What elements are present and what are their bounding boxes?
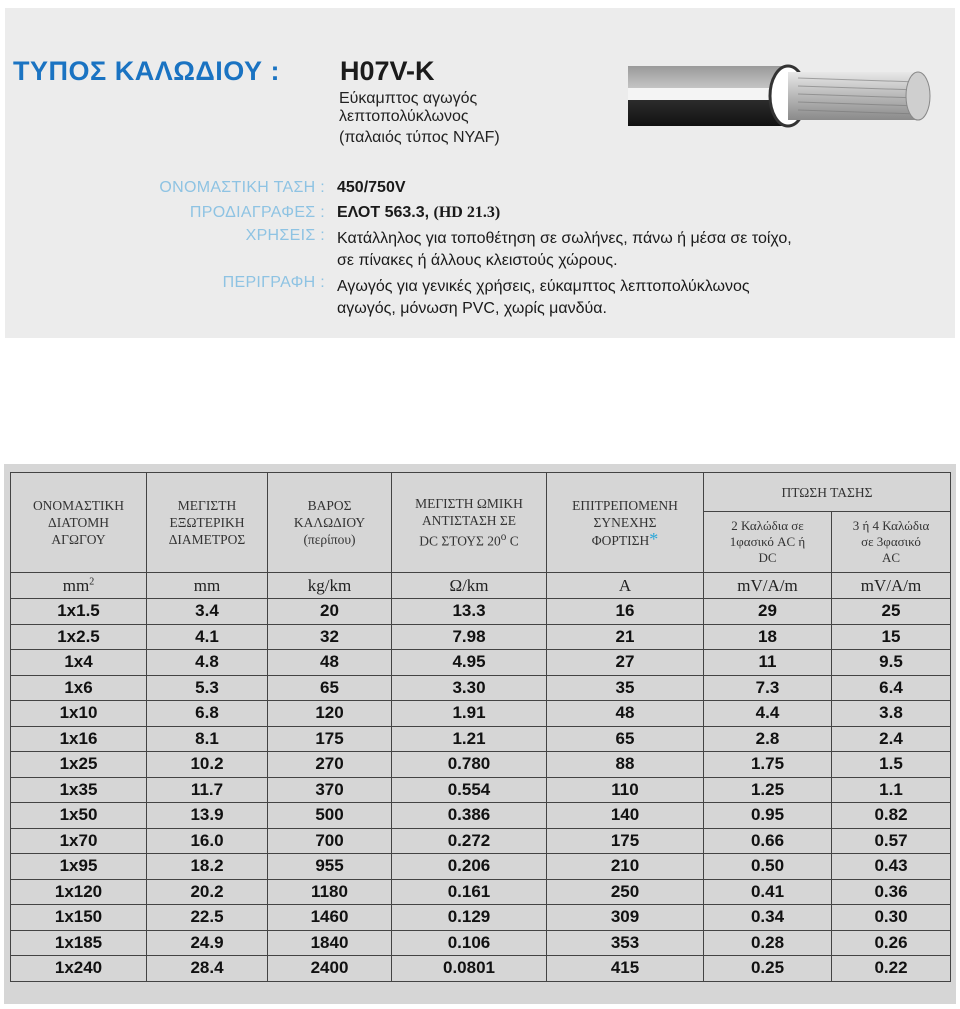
table-cell: 0.206 <box>392 854 547 880</box>
table-cell: 0.57 <box>832 828 951 854</box>
table-row <box>11 701 951 727</box>
table-row <box>11 803 951 829</box>
table-cell: 1x16 <box>11 726 147 752</box>
table-cell: 0.66 <box>704 828 832 854</box>
asterisk-icon: * <box>649 528 659 549</box>
table-cell: 65 <box>268 675 392 701</box>
table-cell: 110 <box>547 777 704 803</box>
table-cell: 0.34 <box>704 905 832 931</box>
desc-line-1: Εύκαμπτος αγωγός <box>339 90 478 107</box>
standards-value <box>337 204 500 222</box>
unit-mvam-1: mV/A/m <box>704 573 832 599</box>
table-cell: 175 <box>547 828 704 854</box>
voltage-label: ΟΝΟΜΑΣΤΙΚΗ ΤΑΣΗ : <box>159 179 325 196</box>
header-single-phase: 2 Καλώδια σε 1φασικό AC ή DC <box>704 512 832 573</box>
table-cell: 4.4 <box>704 701 832 727</box>
standards-label: ΠΡΟΔΙΑΓΡΑΦΕΣ : <box>189 204 325 221</box>
table-cell: 20.2 <box>147 879 268 905</box>
table-cell: 1.5 <box>832 752 951 778</box>
table-cell: 1x70 <box>11 828 147 854</box>
header-cross-section: ΟΝΟΜΑΣΤΙΚΗ ΔΙΑΤΟΜΗ ΑΓΩΓΟΥ <box>11 473 147 573</box>
table-cell: 0.50 <box>704 854 832 880</box>
desc-line-3: (παλαιός τύπος NYAF) <box>339 129 500 146</box>
table-cell: 8.1 <box>147 726 268 752</box>
table-row <box>11 879 951 905</box>
table-cell: 1.1 <box>832 777 951 803</box>
table-cell: 88 <box>547 752 704 778</box>
cable-info-card <box>5 8 955 338</box>
table-cell: 48 <box>268 650 392 676</box>
table-cell: 0.36 <box>832 879 951 905</box>
header-weight: ΒΑΡΟΣ ΚΑΛΩΔΙΟΥ (περίπου) <box>268 473 392 573</box>
uses-line-1: Κατάλληλος για τοποθέτηση σε σωλήνες, πάνω ή μέσα σε τοίχο, <box>337 230 792 247</box>
unit-ohmkm: Ω/km <box>392 573 547 599</box>
table-cell: 4.8 <box>147 650 268 676</box>
table-cell: 0.30 <box>832 905 951 931</box>
table-row <box>11 726 951 752</box>
table-cell: 35 <box>547 675 704 701</box>
table-cell: 25 <box>832 599 951 625</box>
table-cell: 0.161 <box>392 879 547 905</box>
table-cell: 6.4 <box>832 675 951 701</box>
table-cell: 13.3 <box>392 599 547 625</box>
header-voltage-drop: ΠΤΩΣΗ ΤΑΣΗΣ <box>704 473 951 512</box>
table-cell: 1x4 <box>11 650 147 676</box>
cable-spec-table <box>10 472 951 982</box>
table-cell: 1x10 <box>11 701 147 727</box>
table-cell: 1x25 <box>11 752 147 778</box>
table-cell: 210 <box>547 854 704 880</box>
table-row <box>11 752 951 778</box>
table-cell: 15 <box>832 624 951 650</box>
table-cell: 7.98 <box>392 624 547 650</box>
desc-line-2: λεπτοπολύκλωνος <box>339 108 469 125</box>
table-cell: 309 <box>547 905 704 931</box>
table-cell: 0.43 <box>832 854 951 880</box>
header-three-phase: 3 ή 4 Καλώδια σε 3φασικό AC <box>832 512 951 573</box>
table-row <box>11 624 951 650</box>
cable-cross-section-icon <box>628 60 940 140</box>
table-cell: 11.7 <box>147 777 268 803</box>
table-cell: 28.4 <box>147 956 268 982</box>
table-cell: 0.82 <box>832 803 951 829</box>
table-cell: 140 <box>547 803 704 829</box>
standards-elot: ΕΛΟΤ 563.3, <box>337 204 434 221</box>
table-cell: 250 <box>547 879 704 905</box>
table-cell: 0.106 <box>392 930 547 956</box>
table-row <box>11 599 951 625</box>
table-cell: 0.780 <box>392 752 547 778</box>
table-cell: 1x50 <box>11 803 147 829</box>
table-cell: 1460 <box>268 905 392 931</box>
table-cell: 0.129 <box>392 905 547 931</box>
table-cell: 4.95 <box>392 650 547 676</box>
table-row <box>11 905 951 931</box>
table-cell: 0.25 <box>704 956 832 982</box>
table-cell: 353 <box>547 930 704 956</box>
spec-table-panel <box>4 464 956 1004</box>
table-cell: 1x185 <box>11 930 147 956</box>
table-cell: 1x2.5 <box>11 624 147 650</box>
table-row <box>11 650 951 676</box>
table-cell: 3.4 <box>147 599 268 625</box>
type-label: ΤΥΠΟΣ ΚΑΛΩΔΙΟΥ : <box>13 56 281 86</box>
uses-line-2: σε πίνακες ή άλλους κλειστούς χώρους. <box>337 252 618 269</box>
table-row <box>11 930 951 956</box>
table-cell: 9.5 <box>832 650 951 676</box>
unit-kgkm: kg/km <box>268 573 392 599</box>
description-line-2: αγωγός, μόνωση PVC, χωρίς μανδύα. <box>337 300 607 317</box>
table-row <box>11 675 951 701</box>
header-current-capacity: ΕΠΙΤΡΕΠΟΜΕΝΗ ΣΥΝΕΧΗΣ ΦΟΡΤΙΣΗ* <box>547 473 704 573</box>
table-cell: 1x150 <box>11 905 147 931</box>
units-row <box>11 573 951 599</box>
voltage-value: 450/750V <box>337 179 406 196</box>
table-cell: 1180 <box>268 879 392 905</box>
table-cell: 13.9 <box>147 803 268 829</box>
table-cell: 0.95 <box>704 803 832 829</box>
table-cell: 1x120 <box>11 879 147 905</box>
table-cell: 5.3 <box>147 675 268 701</box>
table-cell: 6.8 <box>147 701 268 727</box>
table-cell: 21 <box>547 624 704 650</box>
table-cell: 120 <box>268 701 392 727</box>
table-cell: 24.9 <box>147 930 268 956</box>
table-row <box>11 956 951 982</box>
table-cell: 27 <box>547 650 704 676</box>
table-cell: 1x95 <box>11 854 147 880</box>
table-cell: 10.2 <box>147 752 268 778</box>
table-cell: 2.4 <box>832 726 951 752</box>
header-outer-diameter: ΜΕΓΙΣΤΗ ΕΞΩΤΕΡΙΚΗ ΔΙΑΜΕΤΡΟΣ <box>147 473 268 573</box>
table-cell: 22.5 <box>147 905 268 931</box>
description-label: ΠΕΡΙΓΡΑΦΗ : <box>222 274 325 291</box>
table-cell: 1x35 <box>11 777 147 803</box>
table-cell: 7.3 <box>704 675 832 701</box>
table-cell: 18 <box>704 624 832 650</box>
table-cell: 0.0801 <box>392 956 547 982</box>
table-cell: 0.26 <box>832 930 951 956</box>
table-cell: 270 <box>268 752 392 778</box>
table-cell: 11 <box>704 650 832 676</box>
table-cell: 1.91 <box>392 701 547 727</box>
table-row <box>11 854 951 880</box>
table-cell: 1x240 <box>11 956 147 982</box>
table-cell: 1.21 <box>392 726 547 752</box>
table-row <box>11 777 951 803</box>
description-line-1: Αγωγός για γενικές χρήσεις, εύκαμπτος λεπτοπολύκλωνος <box>337 278 750 295</box>
table-cell: 0.41 <box>704 879 832 905</box>
table-cell: 1x6 <box>11 675 147 701</box>
unit-mvam-2: mV/A/m <box>832 573 951 599</box>
table-cell: 1.25 <box>704 777 832 803</box>
table-cell: 3.8 <box>832 701 951 727</box>
table-cell: 0.28 <box>704 930 832 956</box>
table-cell: 3.30 <box>392 675 547 701</box>
unit-mm2: $mm^2$ <box>11 573 147 599</box>
header-resistance: ΜΕΓΙΣΤΗ ΩΜΙΚΗ ΑΝΤΙΣΤΑΣΗ ΣΕ DC ΣΤΟΥΣ 20$^o$ C <box>392 473 547 573</box>
table-cell: 0.22 <box>832 956 951 982</box>
table-cell: 1.75 <box>704 752 832 778</box>
table-cell: 4.1 <box>147 624 268 650</box>
table-cell: 370 <box>268 777 392 803</box>
table-cell: 1x1.5 <box>11 599 147 625</box>
table-cell: 2.8 <box>704 726 832 752</box>
table-cell: 0.272 <box>392 828 547 854</box>
table-cell: 415 <box>547 956 704 982</box>
table-cell: 29 <box>704 599 832 625</box>
table-cell: 18.2 <box>147 854 268 880</box>
table-cell: 32 <box>268 624 392 650</box>
table-cell: 955 <box>268 854 392 880</box>
table-cell: 500 <box>268 803 392 829</box>
table-cell: 16.0 <box>147 828 268 854</box>
table-cell: 16 <box>547 599 704 625</box>
type-value: H07V-K <box>340 56 435 86</box>
table-cell: 48 <box>547 701 704 727</box>
table-row <box>11 828 951 854</box>
table-cell: 0.554 <box>392 777 547 803</box>
unit-amp: A <box>547 573 704 599</box>
table-cell: 65 <box>547 726 704 752</box>
table-cell: 20 <box>268 599 392 625</box>
unit-mm: mm <box>147 573 268 599</box>
table-cell: 0.386 <box>392 803 547 829</box>
uses-label: ΧΡΗΣΕΙΣ : <box>245 227 325 244</box>
table-cell: 700 <box>268 828 392 854</box>
table-cell: 1840 <box>268 930 392 956</box>
standards-hd: (HD 21.3) <box>433 204 501 221</box>
table-cell: 2400 <box>268 956 392 982</box>
table-cell: 175 <box>268 726 392 752</box>
